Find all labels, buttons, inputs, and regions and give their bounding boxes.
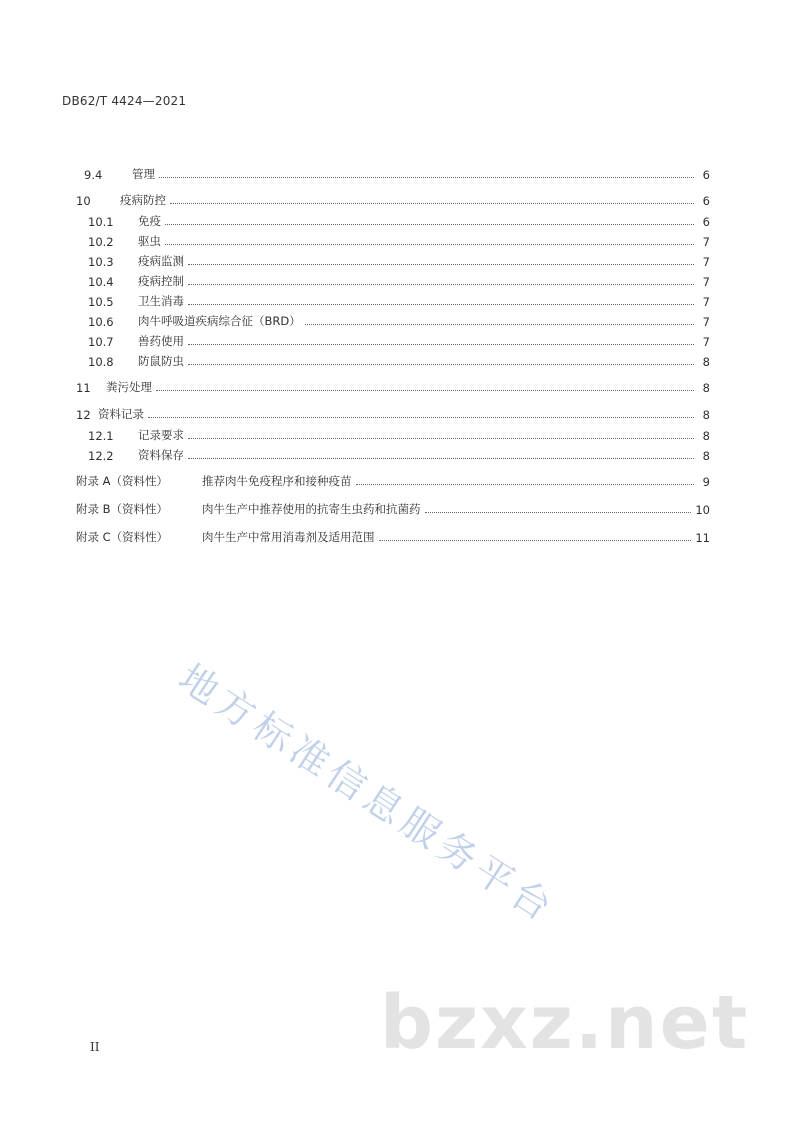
- toc-entry-title: 驱虫: [138, 234, 161, 248]
- toc-entry-9-4[interactable]: [76, 162, 710, 182]
- toc-leader-dots: [356, 483, 695, 485]
- toc-entry-10-8[interactable]: [76, 349, 710, 369]
- toc-entry-title: 记录要求: [138, 428, 184, 442]
- toc-entry-10[interactable]: [76, 188, 710, 208]
- toc-entry-title: 推荐肉牛免疫程序和接种疫苗: [202, 474, 352, 488]
- toc-leader-dots: [379, 539, 692, 541]
- toc-entry-title: 疫病控制: [138, 274, 184, 288]
- toc-entry-title: 卫生消毒: [138, 294, 184, 308]
- toc-entry-number: 12: [76, 408, 91, 422]
- toc-leader-dots: [425, 511, 692, 513]
- toc-entry-appendix-b[interactable]: [76, 497, 710, 517]
- toc-leader-dots: [188, 437, 694, 439]
- toc-entry-page: 9: [702, 475, 710, 489]
- toc-entry-title: 肉牛生产中常用消毒剂及适用范围: [202, 530, 375, 544]
- toc-entry-10-7[interactable]: [76, 329, 710, 349]
- toc-entry-10-6[interactable]: [76, 309, 710, 329]
- toc-entry-page: 8: [702, 408, 710, 422]
- toc-entry-title: 资料记录: [98, 407, 144, 421]
- toc-entry-page: 6: [702, 194, 710, 208]
- toc-entry-number: 附录 A（资料性）: [76, 474, 169, 488]
- toc-entry-10-2[interactable]: [76, 229, 710, 249]
- toc-leader-dots: [188, 363, 694, 365]
- toc-entry-title: 肉牛呼吸道疾病综合征（BRD）: [138, 314, 301, 328]
- toc-leader-dots: [159, 176, 694, 178]
- toc-entry-number: 10: [76, 194, 91, 208]
- toc-entry-title: 肉牛生产中推荐使用的抗寄生虫药和抗菌药: [202, 502, 421, 516]
- toc-entry-12[interactable]: [76, 402, 710, 422]
- toc-entry-page: 7: [702, 295, 710, 309]
- toc-leader-dots: [188, 457, 694, 459]
- toc-entry-title: 防鼠防虫: [138, 354, 184, 368]
- toc-entry-title: 粪污处理: [106, 380, 152, 394]
- toc-entry-number: 10.6: [88, 315, 114, 329]
- toc-leader-dots: [305, 323, 694, 325]
- toc-entry-page: 6: [702, 168, 710, 182]
- toc-entry-12-2[interactable]: [76, 443, 710, 463]
- toc-entry-page: 8: [702, 381, 710, 395]
- toc-entry-page: 7: [702, 315, 710, 329]
- toc-entry-title: 管理: [132, 167, 155, 181]
- toc-entry-number: 12.1: [88, 429, 114, 443]
- toc-entry-number: 10.7: [88, 335, 114, 349]
- watermark-chinese-text: 地方标准信息服务平台: [171, 655, 565, 933]
- toc-entry-number: 11: [76, 381, 91, 395]
- toc-entry-page: 8: [702, 449, 710, 463]
- toc-entry-page: 7: [702, 275, 710, 289]
- toc-entry-10-4[interactable]: [76, 269, 710, 289]
- toc-entry-title: 资料保存: [138, 448, 184, 462]
- watermark-site-text: bzxz.net: [380, 980, 750, 1066]
- toc-entry-number: 12.2: [88, 449, 114, 463]
- toc-entry-number: 10.3: [88, 255, 114, 269]
- toc-entry-number: 10.1: [88, 215, 114, 229]
- toc-entry-10-5[interactable]: [76, 289, 710, 309]
- toc-entry-number: 10.8: [88, 355, 114, 369]
- toc-entry-number: 10.4: [88, 275, 114, 289]
- toc-entry-title: 兽药使用: [138, 334, 184, 348]
- toc-entry-10-3[interactable]: [76, 249, 710, 269]
- toc-entry-appendix-c[interactable]: [76, 525, 710, 545]
- toc-entry-page: 8: [702, 355, 710, 369]
- toc-leader-dots: [188, 303, 694, 305]
- toc-entry-title: 免疫: [138, 214, 161, 228]
- toc-leader-dots: [170, 202, 694, 204]
- toc-entry-page: 6: [702, 215, 710, 229]
- toc-entry-page: 7: [702, 235, 710, 249]
- toc-entry-title: 疫病监测: [138, 254, 184, 268]
- toc-leader-dots: [188, 263, 694, 265]
- toc-entry-title: 疫病防控: [120, 193, 166, 207]
- toc-entry-number: 10.2: [88, 235, 114, 249]
- toc-entry-12-1[interactable]: [76, 423, 710, 443]
- toc-entry-number: 10.5: [88, 295, 114, 309]
- toc-leader-dots: [188, 343, 694, 345]
- toc-entry-page: 11: [695, 531, 710, 545]
- standard-number-header: DB62/T 4424—2021: [62, 94, 187, 108]
- toc-leader-dots: [165, 223, 694, 225]
- toc-leader-dots: [188, 283, 694, 285]
- toc-entry-number: 附录 C（资料性）: [76, 530, 169, 544]
- page-number: II: [90, 1040, 100, 1054]
- toc-entry-page: 7: [702, 335, 710, 349]
- toc-leader-dots: [156, 389, 694, 391]
- toc-entry-page: 7: [702, 255, 710, 269]
- toc-entry-page: 8: [702, 429, 710, 443]
- toc-entry-appendix-a[interactable]: [76, 469, 710, 489]
- toc-entry-10-1[interactable]: [76, 209, 710, 229]
- toc-leader-dots: [148, 416, 694, 418]
- toc-entry-page: 10: [695, 503, 710, 517]
- toc-entry-number: 9.4: [84, 168, 103, 182]
- toc-leader-dots: [165, 243, 694, 245]
- toc-entry-11[interactable]: [76, 375, 710, 395]
- toc-entry-number: 附录 B（资料性）: [76, 502, 169, 516]
